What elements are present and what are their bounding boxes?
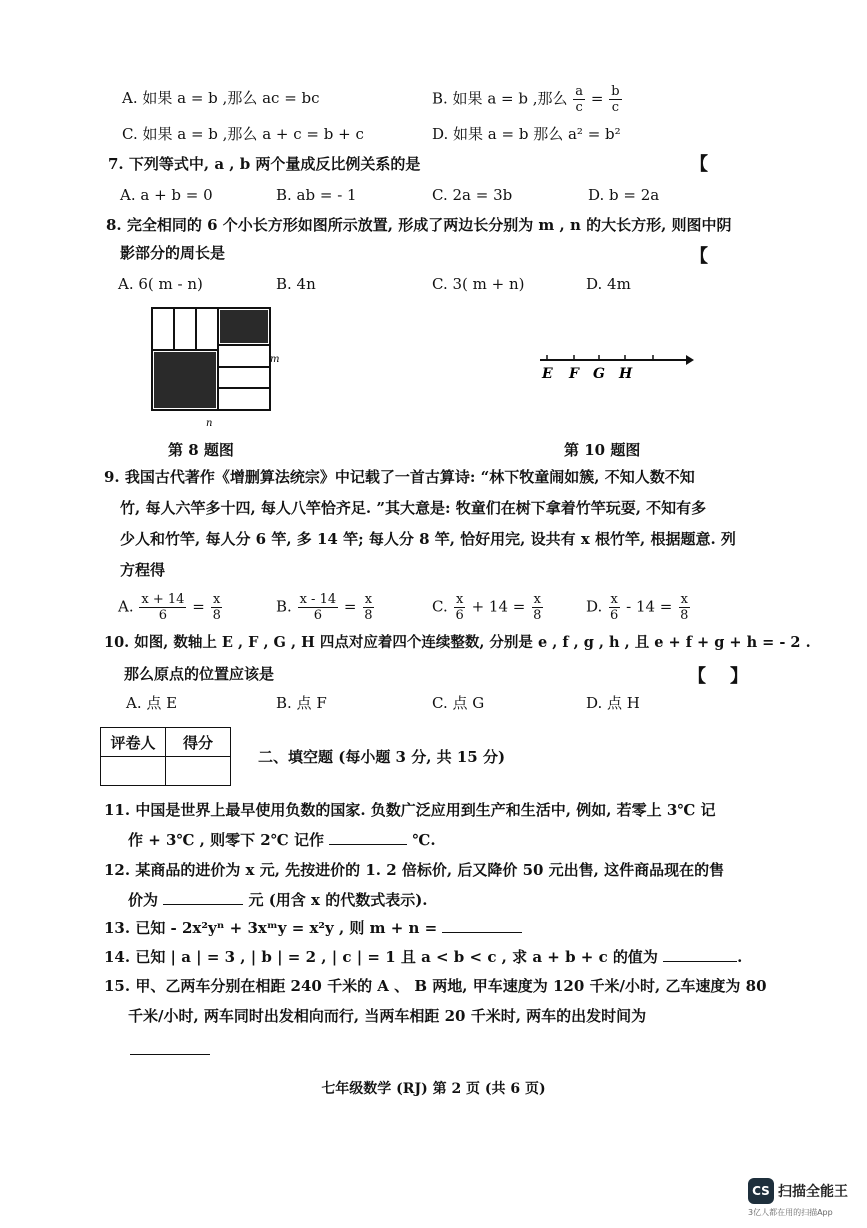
axis-arrow-icon <box>686 355 694 365</box>
option-label: B. <box>276 597 292 616</box>
q11-answer-blank[interactable] <box>329 830 407 845</box>
q14-answer-blank[interactable] <box>663 947 737 962</box>
q9-line2: 竹, 每人六竿多十四, 每人八竿恰齐足. ”其大意是: 牧童们在树下拿着竹竿玩耍, 不知有多 <box>120 499 707 517</box>
q8-stem-line2: 影部分的周长是 <box>120 244 226 262</box>
q7-option-a: A. a + b = 0 <box>120 186 213 204</box>
q9-c-mid: + 14 = <box>471 597 526 616</box>
q12-answer-blank[interactable] <box>163 890 243 905</box>
score-table-grader-cell[interactable] <box>101 757 166 786</box>
q12-line2 <box>128 890 428 910</box>
point-label-h: H <box>619 366 633 382</box>
q14-text: 14. 已知 | a | = 3 , | b | = 2 , | c | = 1 且 a < b < c , 求 a + b + c 的值为 <box>104 948 658 966</box>
q9-line4: 方程得 <box>120 561 166 579</box>
q15-line1: 15. 甲、乙两车分别在相距 240 千米的 A 、 B 两地, 甲车速度为 120 千米/小时, 乙车速度为 80 <box>104 977 767 995</box>
frac-num: x <box>533 592 541 607</box>
q6-b-eq: = <box>590 89 604 108</box>
q9-option-b <box>276 592 376 623</box>
frac-den: 6 <box>610 608 619 623</box>
option-label: C. <box>432 597 448 616</box>
option-label: D. <box>586 597 603 616</box>
fraction <box>298 592 339 623</box>
frac-num: x - 14 <box>299 592 337 607</box>
frac-den: c <box>611 100 619 115</box>
q7-option-c: C. 2a = 3b <box>432 186 513 204</box>
q10-answer-bracket-close: 】 <box>730 666 748 687</box>
fraction <box>454 592 466 623</box>
scanner-tagline: 3亿人都在用的扫描App <box>748 1208 833 1217</box>
q6-option-a: A. 如果 a = b ,那么 ac = bc <box>122 89 320 107</box>
frac-den: 6 <box>313 608 322 623</box>
q12-line2-post: 元 (用含 x 的代数式表示). <box>248 891 428 909</box>
q12-line1: 12. 某商品的进价为 x 元, 先按进价的 1. 2 倍标价, 后又降价 50 元出售, 这件商品现在的售 <box>104 861 725 879</box>
score-table <box>100 727 231 786</box>
q7-answer-bracket: 【 <box>690 154 708 175</box>
q8-option-a: A. 6( m - n) <box>118 275 203 293</box>
equals: = <box>192 597 205 616</box>
figure-10-number-line <box>536 348 696 384</box>
frac-den: c <box>575 100 583 115</box>
q8-option-c: C. 3( m + n) <box>432 275 525 293</box>
equals: = <box>343 597 357 616</box>
q13-text: 13. 已知 - 2x²yⁿ + 3xᵐy = x²y , 则 m + n = <box>104 919 438 937</box>
scanner-watermark <box>748 1178 858 1218</box>
frac-num: a <box>575 84 584 99</box>
q11-line2-pre: 作 + 3℃ , 则零下 2℃ 记作 <box>128 831 324 849</box>
page-footer: 七年级数学 (RJ) 第 2 页 (共 6 页) <box>321 1081 546 1097</box>
q9-option-a <box>118 592 224 623</box>
point-label-f: F <box>569 366 579 382</box>
frac-num: x <box>455 592 464 607</box>
q9-option-d <box>586 592 691 623</box>
q11-line2-post: ℃. <box>412 831 436 849</box>
option-label: A. <box>118 597 134 616</box>
q10-option-d: D. 点 H <box>586 694 640 712</box>
q9-d-mid: - 14 = <box>626 597 673 616</box>
shaded-region-bottom-left <box>154 352 216 408</box>
q15-answer-blank[interactable] <box>130 1040 210 1055</box>
frac-den: 8 <box>680 608 689 623</box>
point-label-e: E <box>542 366 553 382</box>
score-table-grader-header: 评卷人 <box>101 728 166 757</box>
figure-8-caption: 第 8 题图 <box>168 441 234 459</box>
q11-line1: 11. 中国是世界上最早使用负数的国家. 负数广泛应用到生产和生活中, 例如, 若零上 3℃ 记 <box>104 801 716 819</box>
q6-option-b-prefix: B. 如果 a = b ,那么 <box>432 89 568 108</box>
q9-line1: 9. 我国古代著作《增删算法统宗》中记载了一首古算诗: “林下牧童闹如簇, 不知人数不知 <box>104 468 695 486</box>
q10-line2: 那么原点的位置应该是 <box>124 665 275 683</box>
q7-option-d: D. b = 2a <box>588 186 660 204</box>
frac-den: 8 <box>212 608 221 623</box>
score-table-score-header: 得分 <box>166 728 231 757</box>
frac-num: b <box>611 84 620 99</box>
q14-end: . <box>737 948 743 966</box>
frac-den: 8 <box>364 608 373 623</box>
q10-option-c: C. 点 G <box>432 694 485 712</box>
section-2-heading: 二、填空题 (每小题 3 分, 共 15 分) <box>258 748 506 766</box>
frac-num: x <box>213 592 221 607</box>
q12-line2-pre: 价为 <box>128 891 159 909</box>
fraction <box>139 592 186 623</box>
q10-option-b: B. 点 F <box>276 694 327 712</box>
figure-10-caption: 第 10 题图 <box>564 441 641 459</box>
q8-stem-line1: 8. 完全相同的 6 个小长方形如图所示放置, 形成了两边长分别为 m , n 的大长方形, 则图中阴 <box>106 216 732 234</box>
q10-option-a: A. 点 E <box>126 694 178 712</box>
q6-b-right-fraction <box>609 84 621 115</box>
q10-line1: 10. 如图, 数轴上 E , F , G , H 四点对应着四个连续整数, 分别是 e , f , g , h , 且 e + f + g + h = - 2 . <box>104 634 811 651</box>
shaded-region-top-right <box>220 310 268 343</box>
q13-line <box>104 918 522 938</box>
q11-line2 <box>128 830 436 850</box>
q8-option-d: D. 4m <box>586 275 631 293</box>
camscanner-logo-icon: CS <box>748 1178 774 1204</box>
q15-line2: 千米/小时, 两车同时出发相向而行, 当两车相距 20 千米时, 两车的出发时间为 <box>128 1007 647 1025</box>
frac-num: x <box>364 592 373 607</box>
q6-option-c: C. 如果 a = b ,那么 a + c = b + c <box>122 125 364 143</box>
fraction <box>362 592 374 623</box>
frac-num: x <box>610 592 618 607</box>
q7-stem: 7. 下列等式中, a , b 两个量成反比例关系的是 <box>108 155 421 173</box>
q6-option-d: D. 如果 a = b 那么 a² = b² <box>432 125 621 143</box>
fraction <box>608 592 620 623</box>
point-label-g: G <box>593 366 605 382</box>
figure-8-rectangles <box>140 300 290 435</box>
fraction <box>678 592 690 623</box>
frac-den: 6 <box>158 608 168 623</box>
q9-option-c <box>432 592 544 623</box>
frac-den: 6 <box>455 608 464 623</box>
q8-option-b: B. 4n <box>276 275 316 293</box>
score-table-score-cell[interactable] <box>166 757 231 786</box>
q6-b-left-fraction <box>573 84 585 115</box>
frac-den: 8 <box>533 608 542 623</box>
frac-num: x <box>680 592 688 607</box>
q10-answer-bracket: 【 <box>688 666 706 687</box>
fraction <box>211 592 223 623</box>
q8-answer-bracket: 【 <box>690 246 708 267</box>
scanner-app-name: 扫描全能王 <box>778 1184 848 1200</box>
label-n: n <box>206 418 213 429</box>
q6-option-b <box>432 84 623 115</box>
q7-option-b: B. ab = - 1 <box>276 186 357 204</box>
fraction <box>531 592 543 623</box>
frac-num: x + 14 <box>141 592 185 607</box>
q14-line <box>104 947 742 967</box>
q9-line3: 少人和竹竿, 每人分 6 竿, 多 14 竿; 每人分 8 竿, 恰好用完, 设共有 x 根竹竿, 根据题意. 列 <box>120 530 736 548</box>
q13-answer-blank[interactable] <box>442 918 522 933</box>
label-m: m <box>270 354 280 365</box>
